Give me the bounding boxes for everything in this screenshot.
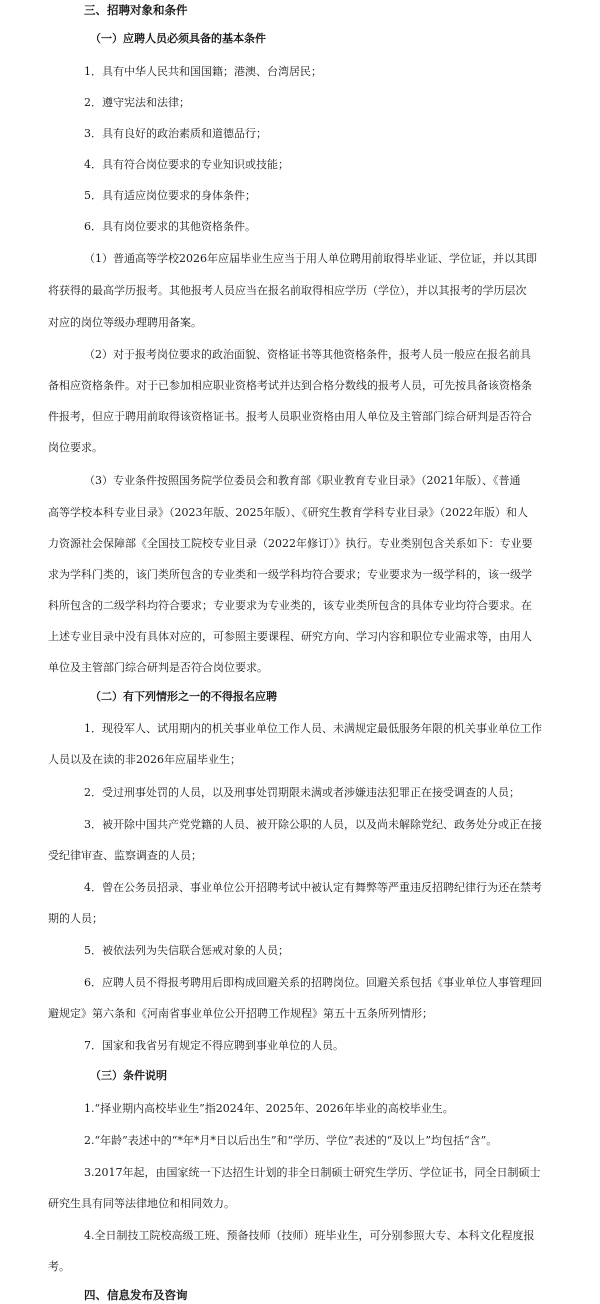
note-3-line-7: 单位及主管部门综合研判是否符合岗位要求。	[48, 661, 268, 674]
exclusion-3-line-2: 受纪律审查、监察调查的人员；	[48, 849, 202, 862]
note-1-line-1: （1）普通高等学校2026年应届毕业生应当于用人单位聘用前取得毕业证、学位证，并以其即	[84, 252, 537, 265]
exclusion-7: 7．国家和我省另有规定不得应聘到事业单位的人员。	[84, 1039, 344, 1052]
exclusion-1-line-2: 人员以及在读的非2026年应届毕业生；	[48, 753, 241, 766]
basic-condition-4: 4．具有符合岗位要求的专业知识或技能；	[84, 158, 289, 171]
note-2-line-1: （2）对于报考岗位要求的政治面貌、资格证书等其他资格条件，报考人员一般应在报名前具	[84, 348, 531, 361]
note-3-line-6: 上述专业目录中没有具体对应的，可参照主要课程、研究方向、学习内容和职位专业需求等，由用人	[48, 630, 532, 643]
exclusion-5: 5．被依法列为失信联合惩戒对象的人员；	[84, 944, 289, 957]
subsection-1-heading: （一）应聘人员必须具备的基本条件	[90, 32, 266, 45]
explanation-4-line-2: 考。	[48, 1260, 70, 1273]
note-3-line-3: 力资源社会保障部《全国技工院校专业目录（2022年修订）》执行。专业类别包含关系如下：专业要	[48, 537, 533, 550]
note-3-line-4: 求为学科门类的，该门类所包含的专业类和一级学科均符合要求；专业要求为一级学科的，该一级学	[48, 568, 532, 581]
note-1-line-3: 对应的岗位等级办理聘用备案。	[48, 316, 202, 329]
explanation-1: 1.“择业期内高校毕业生”指2024年、2025年、2026年毕业的高校毕业生。	[84, 1102, 454, 1115]
exclusion-4-line-2: 期的人员；	[48, 912, 103, 925]
basic-condition-2: 2．遵守宪法和法律；	[84, 96, 190, 109]
basic-condition-5: 5．具有适应岗位要求的身体条件；	[84, 189, 256, 202]
exclusion-3-line-1: 3．被开除中国共产党党籍的人员、被开除公职的人员，以及尚未解除党纪、政务处分或正在接	[84, 818, 542, 831]
exclusion-1-line-1: 1．现役军人、试用期内的机关事业单位工作人员、未满规定最低服务年限的机关事业单位工作	[84, 722, 542, 735]
note-3-line-1: （3）专业条件按照国务院学位委员会和教育部《职业教育专业目录》（2021年版）、《普通	[84, 474, 521, 487]
note-3-line-2: 高等学校本科专业目录》（2023年版、2025年版）、《研究生教育学科专业目录》（2022年版）和人	[48, 506, 528, 519]
section-4-heading: 四、信息发布及咨询	[84, 1288, 188, 1302]
note-2-line-2: 备相应资格条件。对于已参加相应职业资格考试并达到合格分数线的报考人员，可先按具备该资格条	[48, 379, 532, 392]
note-1-line-2: 将获得的最高学历报考。其他报考人员应当在报名前取得相应学历（学位），并以其报考的学历层次	[48, 284, 527, 297]
exclusion-6-line-2: 避规定》第六条和《河南省事业单位公开招聘工作规程》第五十五条所列情形；	[48, 1007, 433, 1020]
exclusion-4-line-1: 4．曾在公务员招录、事业单位公开招聘考试中被认定有舞弊等严重违反招聘纪律行为还在禁考	[84, 881, 542, 894]
explanation-4-line-1: 4.全日制技工院校高级工班、预备技师（技师）班毕业生，可分别参照大专、本科文化程度报	[84, 1229, 535, 1242]
explanation-3-line-1: 3.2017年起，由国家统一下达招生计划的非全日制硕士研究生学历、学位证书，同全日制硕士	[84, 1166, 541, 1179]
exclusion-6-line-1: 6．应聘人员不得报考聘用后即构成回避关系的招聘岗位。回避关系包括《事业单位人事管理回	[84, 976, 542, 989]
subsection-3-heading: （三）条件说明	[90, 1069, 167, 1082]
basic-condition-6: 6．具有岗位要求的其他资格条件。	[84, 220, 256, 233]
basic-condition-1: 1．具有中华人民共和国国籍；港澳、台湾居民；	[84, 65, 322, 78]
note-2-line-3: 件报考，但应于聘用前取得该资格证书。报考人员职业资格由用人单位及主管部门综合研判是否符合	[48, 410, 532, 423]
subsection-2-heading: （二）有下列情形之一的不得报名应聘	[90, 690, 277, 703]
note-2-line-4: 岗位要求。	[48, 441, 103, 454]
section-3-heading: 三、招聘对象和条件	[84, 3, 188, 17]
exclusion-2: 2．受过刑事处罚的人员，以及刑事处罚期限未满或者涉嫌违法犯罪正在接受调查的人员；	[84, 786, 520, 799]
explanation-3-line-2: 研究生具有同等法律地位和相同效力。	[48, 1197, 235, 1210]
note-3-line-5: 科所包含的二级学科均符合要求；专业要求为专业类的，该专业类所包含的具体专业均符合要求。在	[48, 599, 532, 612]
explanation-2: 2.“年龄”表述中的“*年*月*日以后出生”和“学历、学位”表述的“及以上”均包括“含”。	[84, 1134, 498, 1147]
basic-condition-3: 3．具有良好的政治素质和道德品行；	[84, 127, 267, 140]
